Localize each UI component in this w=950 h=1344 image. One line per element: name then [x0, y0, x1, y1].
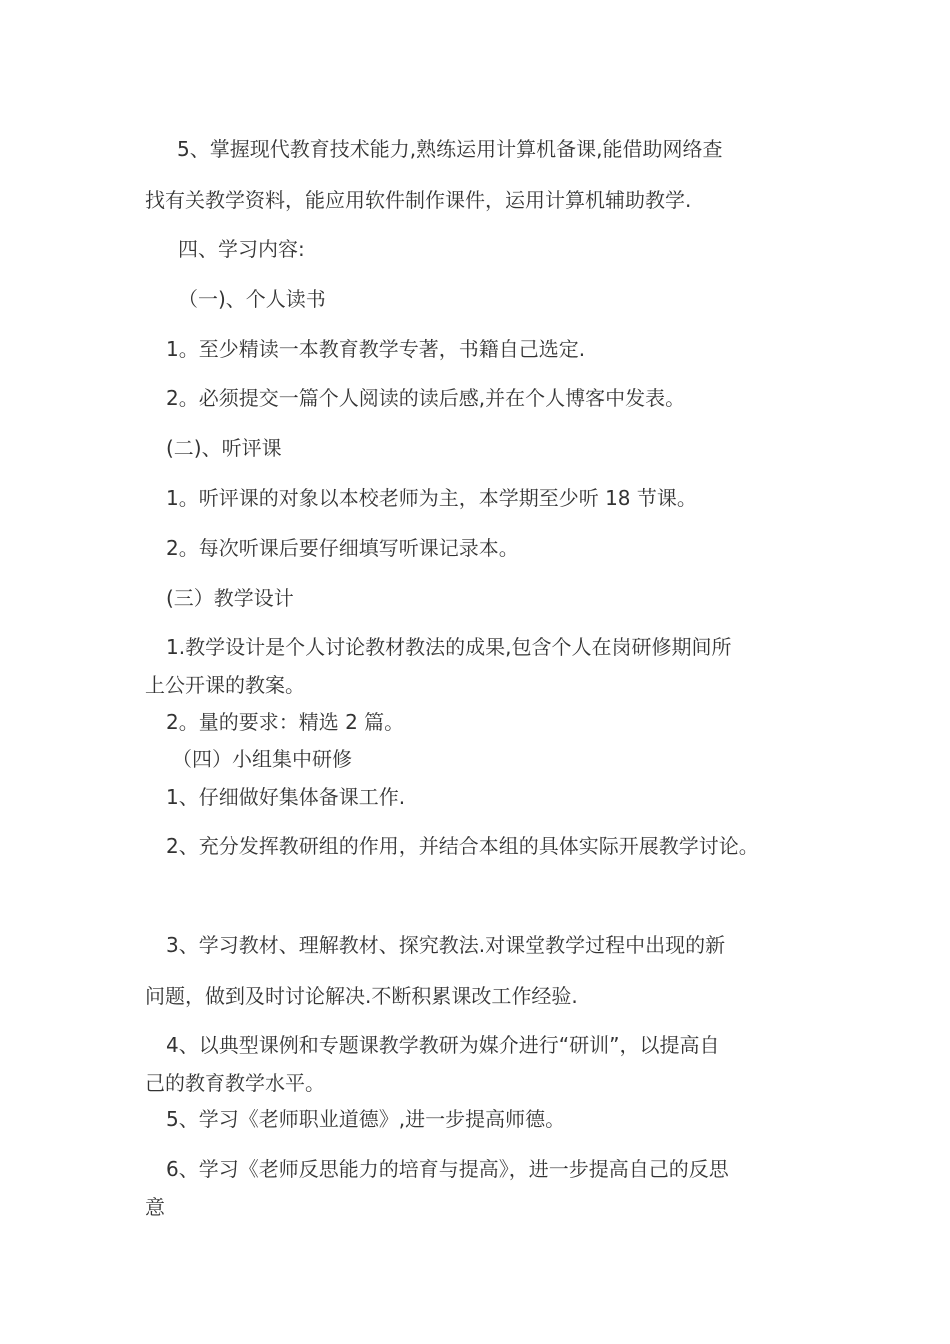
section-heading: 四、学习内容: — [178, 237, 305, 261]
subsection-heading: (三）教学设计 — [166, 586, 294, 610]
list-item-continuation: 己的教育教学水平。 — [145, 1071, 325, 1095]
list-item: 1、仔细做好集体备课工作. — [166, 785, 406, 809]
list-item: 1。听评课的对象以本校老师为主，本学期至少听 18 节课。 — [166, 486, 697, 510]
list-item: 2。每次听课后要仔细填写听课记录本。 — [166, 536, 519, 560]
list-item: 2、充分发挥教研组的作用，并结合本组的具体实际开展教学讨论。 — [166, 834, 759, 858]
list-item: 1.教学设计是个人讨论教材教法的成果,包含个人在岗研修期间所 — [166, 635, 732, 659]
subsection-heading: (二)、听评课 — [166, 436, 282, 460]
list-item: 1。至少精读一本教育教学专著，书籍自己选定. — [166, 337, 586, 361]
list-item-continuation: 上公开课的教案。 — [145, 673, 305, 697]
list-item: 5、学习《老师职业道德》,进一步提高师德。 — [166, 1107, 566, 1131]
paragraph-line: 5、掌握现代教育技术能力,熟练运用计算机备课,能借助网络查 — [177, 137, 723, 161]
paragraph-line: 找有关教学资料，能应用软件制作课件，运用计算机辅助教学. — [145, 188, 692, 212]
list-item: 3、学习教材、理解教材、探究教法.对课堂教学过程中出现的新 — [166, 933, 726, 957]
subsection-heading: （四）小组集中研修 — [172, 747, 352, 771]
list-item-continuation: 问题，做到及时讨论解决.不断积累课改工作经验. — [145, 984, 578, 1008]
list-item: 2。必须提交一篇个人阅读的读后感,并在个人博客中发表。 — [166, 386, 686, 410]
list-item: 2。量的要求：精选 2 篇。 — [166, 710, 405, 734]
list-item-continuation: 意 — [145, 1195, 165, 1219]
list-item: 6、学习《老师反思能力的培育与提高》，进一步提高自己的反思 — [166, 1157, 729, 1181]
list-item: 4、以典型课例和专题课教学教研为媒介进行“研训”，以提高自 — [166, 1033, 720, 1057]
subsection-heading: （一)、个人读书 — [178, 287, 326, 311]
